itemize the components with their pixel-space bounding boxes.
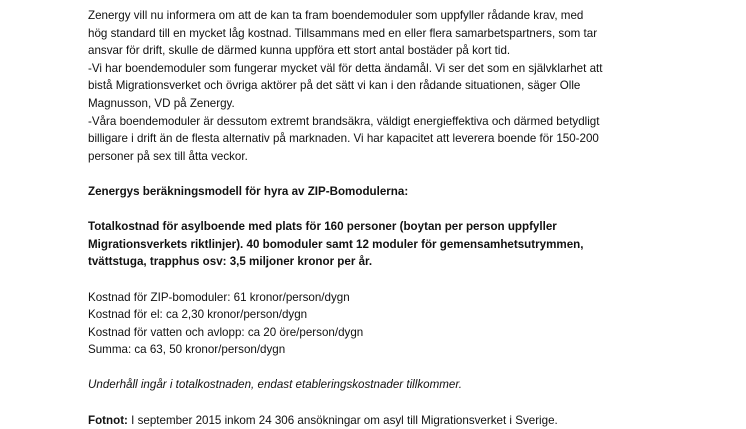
- intro-line: -Vi har boendemoduler som fungerar mycket väl för detta ändamål. Vi ser det som en självklarhet att: [88, 61, 603, 75]
- paragraph-gap: [88, 201, 688, 219]
- model-heading: Zenergys beräkningsmodell för hyra av ZIP-Bomodulerna:: [88, 184, 409, 198]
- footnote: [88, 412, 688, 429]
- document-body: [88, 7, 688, 429]
- intro-paragraph: [88, 7, 688, 165]
- maintenance-note: Underhåll ingår i totalkostnaden, endast etableringskostnader tillkommer.: [88, 378, 462, 392]
- total-cost-line: tvättstuga, trapphus osv: 3,5 miljoner kronor per år.: [88, 255, 373, 269]
- paragraph-gap: [88, 394, 688, 412]
- intro-line: bistå Migrationsverket och övriga aktörer på det sätt vi kan i den rådande situationen, säger Olle: [88, 79, 581, 93]
- intro-line: personer på sex till åtta veckor.: [88, 149, 248, 163]
- total-cost-line: Migrationsverkets riktlinjer). 40 bomoduler samt 12 moduler för gemensamhetsutrymmen,: [88, 237, 584, 251]
- footnote-label: Fotnot:: [88, 413, 128, 427]
- intro-line: billigare i drift än de flesta alternativ på marknaden. Vi har kapacitet att leverera boende för 150-200: [88, 132, 599, 146]
- paragraph-gap: [88, 271, 688, 289]
- cost-line: Kostnad för ZIP-bomoduler: 61 kronor/person/dygn: [88, 290, 350, 304]
- total-cost-paragraph: [88, 218, 688, 271]
- intro-line: Magnusson, VD på Zenergy.: [88, 96, 235, 110]
- paragraph-gap: [88, 165, 688, 183]
- cost-line: Summa: ca 63, 50 kronor/person/dygn: [88, 343, 286, 357]
- footnote-text: I september 2015 inkom 24 306 ansökningar om asyl till Migrationsverket i Sverige.: [127, 413, 558, 427]
- intro-line: ansvar för drift, skulle de därmed kunna uppföra ett stort antal bostäder på kort tid.: [88, 44, 511, 58]
- cost-line: Kostnad för vatten och avlopp: ca 20 öre/person/dygn: [88, 325, 364, 339]
- cost-line: Kostnad för el: ca 2,30 kronor/person/dygn: [88, 308, 308, 322]
- total-cost-line: Totalkostnad för asylboende med plats för 160 personer (boytan per person uppfyller: [88, 220, 557, 234]
- intro-line: -Våra boendemoduler är dessutom extremt brandsäkra, väldigt energieffektiva och därmed betydligt: [88, 114, 600, 128]
- intro-line: hög standard till en mycket låg kostnad. Tillsammans med en eller flera samarbetspartners, som tar: [88, 26, 598, 40]
- cost-list: [88, 289, 688, 359]
- intro-line: Zenergy vill nu informera om att de kan ta fram boendemoduler som uppfyller rådande krav, med: [88, 9, 584, 22]
- paragraph-gap: [88, 359, 688, 377]
